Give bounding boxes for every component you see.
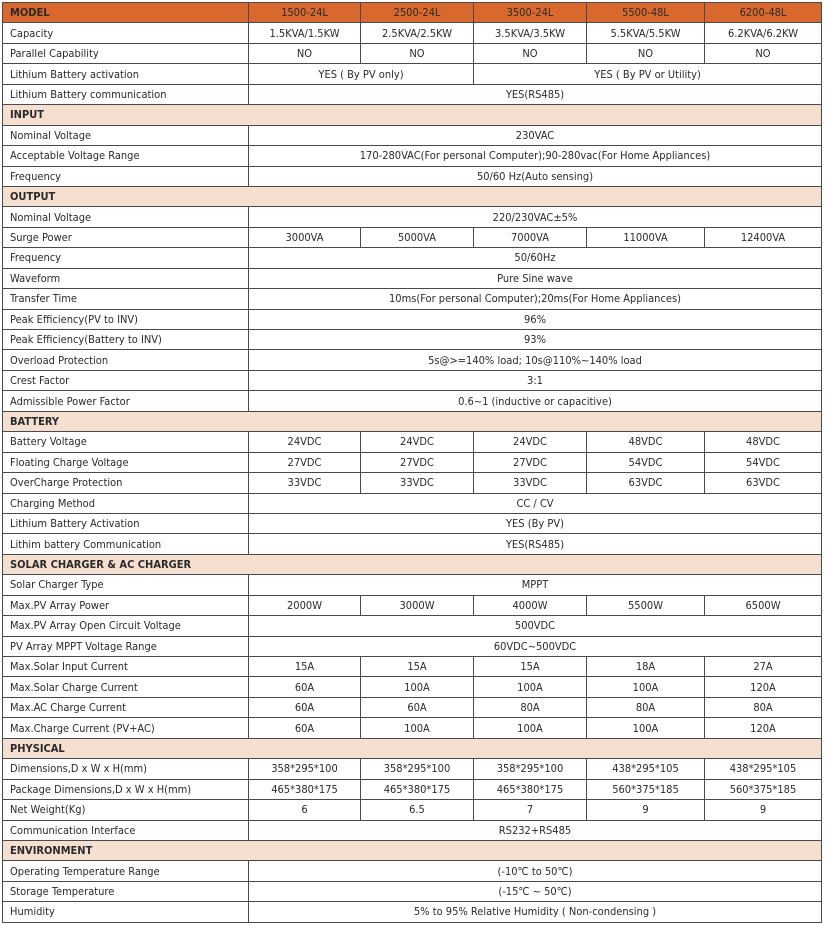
section-title: ENVIRONMENT — [3, 840, 822, 860]
cell-value: 48VDC — [587, 432, 705, 452]
table-row — [3, 268, 822, 288]
cell-value: 63VDC — [587, 473, 705, 493]
cell-value: 80A — [587, 697, 705, 717]
cell-value: 465*380*175 — [249, 779, 361, 799]
cell-value: 4000W — [474, 595, 587, 615]
cell-value: 100A — [587, 677, 705, 697]
row-label: Operating Temperature Range — [3, 861, 249, 881]
cell-value: MPPT — [249, 575, 822, 595]
row-label: Peak Efficiency(Battery to INV) — [3, 330, 249, 350]
cell-value: 358*295*100 — [249, 759, 361, 779]
cell-value: 48VDC — [705, 432, 822, 452]
cell-value: 3:1 — [249, 370, 822, 390]
cell-value: RS232+RS485 — [249, 820, 822, 840]
table-row — [3, 677, 822, 697]
cell-value: 60A — [249, 718, 361, 738]
section-title: INPUT — [3, 105, 822, 125]
row-label: Charging Method — [3, 493, 249, 513]
cell-value: 15A — [249, 657, 361, 677]
cell-value: 60A — [249, 697, 361, 717]
cell-value: 6500W — [705, 595, 822, 615]
cell-value: 438*295*105 — [587, 759, 705, 779]
cell-value: 560*375*185 — [705, 779, 822, 799]
cell-value: 27VDC — [249, 452, 361, 472]
row-label: Frequency — [3, 166, 249, 186]
table-row — [3, 146, 822, 166]
cell-value: 63VDC — [705, 473, 822, 493]
cell-value: 10ms(For personal Computer);20ms(For Home Appliances) — [249, 289, 822, 309]
cell-value: 24VDC — [249, 432, 361, 452]
cell-value: NO — [705, 43, 822, 63]
table-row — [3, 779, 822, 799]
row-label: Storage Temperature — [3, 881, 249, 901]
section-title: OUTPUT — [3, 186, 822, 206]
cell-value: 60A — [249, 677, 361, 697]
cell-value: 60A — [361, 697, 474, 717]
spec-table — [2, 2, 822, 923]
cell-value: 560*375*185 — [587, 779, 705, 799]
cell-value: 11000VA — [587, 227, 705, 247]
table-row — [3, 493, 822, 513]
row-label: Lithium Battery Activation — [3, 513, 249, 533]
cell-value: 6 — [249, 800, 361, 820]
section-header-charger — [3, 554, 822, 574]
table-row — [3, 759, 822, 779]
table-row — [3, 125, 822, 145]
table-row — [3, 43, 822, 63]
row-label: Parallel Capability — [3, 43, 249, 63]
cell-value: YES (By PV) — [249, 513, 822, 533]
table-row — [3, 697, 822, 717]
table-row — [3, 902, 822, 922]
table-row — [3, 391, 822, 411]
table-row — [3, 370, 822, 390]
cell-value: 33VDC — [361, 473, 474, 493]
cell-value: YES ( By PV only) — [249, 64, 474, 84]
cell-value: 5.5KVA/5.5KW — [587, 23, 705, 43]
cell-value: 33VDC — [249, 473, 361, 493]
cell-value: 18A — [587, 657, 705, 677]
table-row — [3, 309, 822, 329]
row-label: Lithium Battery communication — [3, 84, 249, 104]
table-row — [3, 166, 822, 186]
row-label: Acceptable Voltage Range — [3, 146, 249, 166]
cell-value: 15A — [361, 657, 474, 677]
cell-value: 465*380*175 — [474, 779, 587, 799]
cell-value: 50/60Hz — [249, 248, 822, 268]
cell-value: 1.5KVA/1.5KW — [249, 23, 361, 43]
row-label: Crest Factor — [3, 370, 249, 390]
model-label: MODEL — [3, 3, 249, 23]
cell-value: 100A — [474, 718, 587, 738]
row-label: Nominal Voltage — [3, 207, 249, 227]
table-row — [3, 473, 822, 493]
table-row — [3, 350, 822, 370]
cell-value: NO — [587, 43, 705, 63]
section-header-battery — [3, 411, 822, 431]
cell-value: 2000W — [249, 595, 361, 615]
cell-value: YES(RS485) — [249, 84, 822, 104]
cell-value: 96% — [249, 309, 822, 329]
table-row — [3, 534, 822, 554]
cell-value: 12400VA — [705, 227, 822, 247]
table-row — [3, 820, 822, 840]
row-label: Net Weight(Kg) — [3, 800, 249, 820]
cell-value: 54VDC — [587, 452, 705, 472]
section-header-input — [3, 105, 822, 125]
table-row — [3, 657, 822, 677]
model-name: 3500-24L — [474, 3, 587, 23]
model-name: 1500-24L — [249, 3, 361, 23]
cell-value: 27VDC — [361, 452, 474, 472]
cell-value: YES ( By PV or Utility) — [474, 64, 822, 84]
section-title: BATTERY — [3, 411, 822, 431]
cell-value: 358*295*100 — [474, 759, 587, 779]
row-label: OverCharge Protection — [3, 473, 249, 493]
cell-value: 7000VA — [474, 227, 587, 247]
row-label: PV Array MPPT Voltage Range — [3, 636, 249, 656]
cell-value: 100A — [361, 677, 474, 697]
cell-value: 2.5KVA/2.5KW — [361, 23, 474, 43]
model-name: 5500-48L — [587, 3, 705, 23]
cell-value: 100A — [361, 718, 474, 738]
cell-value: 27VDC — [474, 452, 587, 472]
cell-value: 100A — [474, 677, 587, 697]
cell-value: 5500W — [587, 595, 705, 615]
row-label: Lithium Battery activation — [3, 64, 249, 84]
row-label: Admissible Power Factor — [3, 391, 249, 411]
cell-value: 24VDC — [361, 432, 474, 452]
cell-value: 80A — [705, 697, 822, 717]
row-label: Lithim battery Communication — [3, 534, 249, 554]
table-row — [3, 432, 822, 452]
cell-value: 24VDC — [474, 432, 587, 452]
table-row — [3, 718, 822, 738]
table-row — [3, 248, 822, 268]
cell-value: 9 — [705, 800, 822, 820]
table-row — [3, 800, 822, 820]
cell-value: 170-280VAC(For personal Computer);90-280vac(For Home Appliances) — [249, 146, 822, 166]
section-header-physical — [3, 738, 822, 758]
cell-value: NO — [361, 43, 474, 63]
cell-value: 50/60 Hz(Auto sensing) — [249, 166, 822, 186]
cell-value: 7 — [474, 800, 587, 820]
row-label: Surge Power — [3, 227, 249, 247]
table-row — [3, 227, 822, 247]
cell-value: 465*380*175 — [361, 779, 474, 799]
cell-value: 3000W — [361, 595, 474, 615]
table-row — [3, 575, 822, 595]
cell-value: 93% — [249, 330, 822, 350]
row-label: Floating Charge Voltage — [3, 452, 249, 472]
section-header-environment — [3, 840, 822, 860]
row-label: Transfer Time — [3, 289, 249, 309]
cell-value: 3000VA — [249, 227, 361, 247]
cell-value: 358*295*100 — [361, 759, 474, 779]
table-row — [3, 636, 822, 656]
cell-value: 3.5KVA/3.5KW — [474, 23, 587, 43]
cell-value: Pure Sine wave — [249, 268, 822, 288]
cell-value: 6.5 — [361, 800, 474, 820]
row-label: Communication Interface — [3, 820, 249, 840]
cell-value: NO — [474, 43, 587, 63]
model-header-row — [3, 3, 822, 23]
row-label: Waveform — [3, 268, 249, 288]
cell-value: (-10℃ to 50℃) — [249, 861, 822, 881]
table-row — [3, 207, 822, 227]
row-label: Dimensions,D x W x H(mm) — [3, 759, 249, 779]
table-row — [3, 513, 822, 533]
cell-value: 54VDC — [705, 452, 822, 472]
row-label: Nominal Voltage — [3, 125, 249, 145]
cell-value: YES(RS485) — [249, 534, 822, 554]
row-label: Solar Charger Type — [3, 575, 249, 595]
row-label: Frequency — [3, 248, 249, 268]
cell-value: 5000VA — [361, 227, 474, 247]
row-label: Peak Efficiency(PV to INV) — [3, 309, 249, 329]
model-name: 6200-48L — [705, 3, 822, 23]
row-label: Max.PV Array Power — [3, 595, 249, 615]
section-title: PHYSICAL — [3, 738, 822, 758]
cell-value: 5s@>=140% load; 10s@110%~140% load — [249, 350, 822, 370]
cell-value: 120A — [705, 718, 822, 738]
table-row — [3, 289, 822, 309]
cell-value: CC / CV — [249, 493, 822, 513]
row-label: Humidity — [3, 902, 249, 922]
row-label: Max.Solar Input Current — [3, 657, 249, 677]
cell-value: 120A — [705, 677, 822, 697]
table-row — [3, 84, 822, 104]
cell-value: 15A — [474, 657, 587, 677]
row-label: Battery Voltage — [3, 432, 249, 452]
cell-value: NO — [249, 43, 361, 63]
table-row — [3, 616, 822, 636]
cell-value: 5% to 95% Relative Humidity ( Non-condensing ) — [249, 902, 822, 922]
table-row — [3, 595, 822, 615]
cell-value: 80A — [474, 697, 587, 717]
cell-value: 438*295*105 — [705, 759, 822, 779]
cell-value: 100A — [587, 718, 705, 738]
row-label: Max.Solar Charge Current — [3, 677, 249, 697]
row-label: Max.Charge Current (PV+AC) — [3, 718, 249, 738]
cell-value: 0.6~1 (inductive or capacitive) — [249, 391, 822, 411]
table-row — [3, 23, 822, 43]
table-row — [3, 861, 822, 881]
row-label: Max.PV Array Open Circuit Voltage — [3, 616, 249, 636]
cell-value: 230VAC — [249, 125, 822, 145]
cell-value: 9 — [587, 800, 705, 820]
table-row — [3, 64, 822, 84]
cell-value: 500VDC — [249, 616, 822, 636]
section-header-output — [3, 186, 822, 206]
cell-value: 220/230VAC±5% — [249, 207, 822, 227]
cell-value: 27A — [705, 657, 822, 677]
row-label: Capacity — [3, 23, 249, 43]
section-title: SOLAR CHARGER & AC CHARGER — [3, 554, 822, 574]
cell-value: 33VDC — [474, 473, 587, 493]
table-row — [3, 881, 822, 901]
row-label: Max.AC Charge Current — [3, 697, 249, 717]
cell-value: 60VDC~500VDC — [249, 636, 822, 656]
cell-value: (-15℃ ~ 50℃) — [249, 881, 822, 901]
table-row — [3, 452, 822, 472]
table-row — [3, 330, 822, 350]
cell-value: 6.2KVA/6.2KW — [705, 23, 822, 43]
model-name: 2500-24L — [361, 3, 474, 23]
row-label: Package Dimensions,D x W x H(mm) — [3, 779, 249, 799]
row-label: Overload Protection — [3, 350, 249, 370]
